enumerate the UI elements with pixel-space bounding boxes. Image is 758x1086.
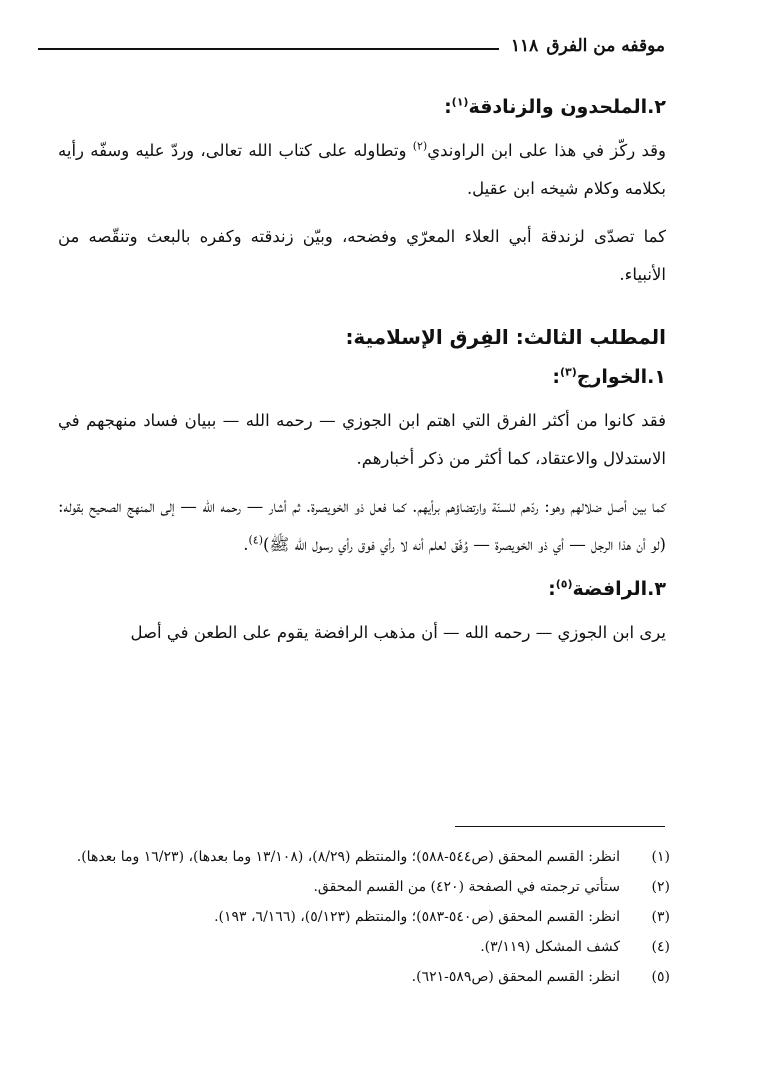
paragraph-khawarij-origin-b: . bbox=[243, 535, 249, 554]
paragraph-khawarij-origin-a: كما بين أصل ضلالهم وهو: ردّهم للسنّة وارتضاؤهم برأيهم. كما فعل ذو الخويصرة. ثم أشار — رحمه الله — إلى المنهج الصحيح بقوله: (لو أن هذا الرجل — أي ذو الخويصرة — وُفّق لعلم أنه لا رأي فوق رأي رسول الله ﷺ) bbox=[58, 497, 666, 554]
heading-rafida-colon: : bbox=[548, 578, 556, 600]
heading-rafida bbox=[58, 574, 666, 604]
footnote-item bbox=[58, 842, 670, 872]
footnote-separator bbox=[455, 826, 665, 827]
paragraph-khawarij-origin bbox=[58, 488, 666, 564]
footnote-ref-4: (٤) bbox=[248, 533, 263, 547]
footnote-number: (٢) bbox=[651, 879, 670, 895]
footnote-text: انظر: القسم المحقق (ص٥٤٤-٥٨٨)؛ والمنتظم (٨/٢٩)، (١٣/١٠٨ وما بعدها)، (١٦/٢٣ وما بعدها). bbox=[76, 849, 620, 865]
footnote-number: (٥) bbox=[651, 969, 670, 985]
header-rule bbox=[38, 48, 499, 50]
paragraph-maarri: كما تصدّى لزندقة أبي العلاء المعرّي وفضحه، وبيّن زندقته وكفره بالبعث وتنقّصه من الأنبياء. bbox=[58, 227, 666, 284]
paragraph-rawandi-b: وتطاوله على كتاب الله تعالى، وردّ عليه وسفّه رأيه بكلامه وكلام شيخه ابن عقيل. bbox=[58, 141, 666, 198]
header-page-number: ١١٨ bbox=[510, 36, 539, 56]
footnote-number: (٣) bbox=[651, 909, 670, 925]
footnote-ref-1: (١) bbox=[451, 95, 469, 109]
heading-islamic-sects: المطلب الثالث: الفِرق الإسلامية: bbox=[345, 325, 666, 349]
paragraph-khawarij-method: فقد كانوا من أكثر الفرق التي اهتم ابن الجوزي — رحمه الله — ببيان فساد منهجهم في الاستدلال والاعتقاد، كما أكثر من ذكر أخبارهم. bbox=[58, 411, 666, 468]
paragraph-rawandi-a: وقد ركّز في هذا على ابن الراوندي bbox=[427, 141, 667, 160]
body-text bbox=[58, 92, 666, 652]
footnote-item bbox=[58, 962, 670, 992]
heading-atheists bbox=[58, 92, 666, 122]
heading-atheists-colon: : bbox=[444, 96, 452, 118]
header-title: موقفه من الفرق bbox=[546, 36, 665, 56]
footnote-text: انظر: القسم المحقق (ص٥٨٩-٦٢١). bbox=[411, 969, 620, 985]
footnote-item bbox=[58, 902, 670, 932]
running-header bbox=[38, 30, 665, 62]
footnote-ref-5: (٥) bbox=[555, 577, 573, 591]
footnotes bbox=[58, 842, 670, 992]
paragraph-rafida: يرى ابن الجوزي — رحمه الله — أن مذهب الرافضة يقوم على الطعن في أصل bbox=[130, 623, 666, 642]
footnote-item bbox=[58, 932, 670, 962]
heading-rafida-text: ٣.الرافضة bbox=[572, 578, 666, 600]
footnote-text: ستأتي ترجمته في الصفحة (٤٢٠) من القسم المحقق. bbox=[313, 879, 620, 895]
heading-khawarij-colon: : bbox=[552, 366, 560, 388]
footnote-number: (١) bbox=[651, 849, 670, 865]
heading-atheists-text: ٢.الملحدون والزنادقة bbox=[468, 96, 666, 118]
footnote-text: كشف المشكل (٣/١١٩). bbox=[480, 939, 620, 955]
footnote-number: (٤) bbox=[651, 939, 670, 955]
paragraph-rawandi bbox=[58, 132, 666, 208]
footnote-ref-2: (٢) bbox=[412, 139, 428, 153]
footnote-item bbox=[58, 872, 670, 902]
heading-khawarij bbox=[58, 362, 666, 392]
footnote-ref-3: (٣) bbox=[559, 365, 577, 379]
footnote-text: انظر: القسم المحقق (ص٥٤٠-٥٨٣)؛ والمنتظم (٥/١٢٣)، (٦/١٦٦، ١٩٣). bbox=[214, 909, 620, 925]
heading-khawarij-text: ١.الخوارج bbox=[576, 366, 666, 388]
